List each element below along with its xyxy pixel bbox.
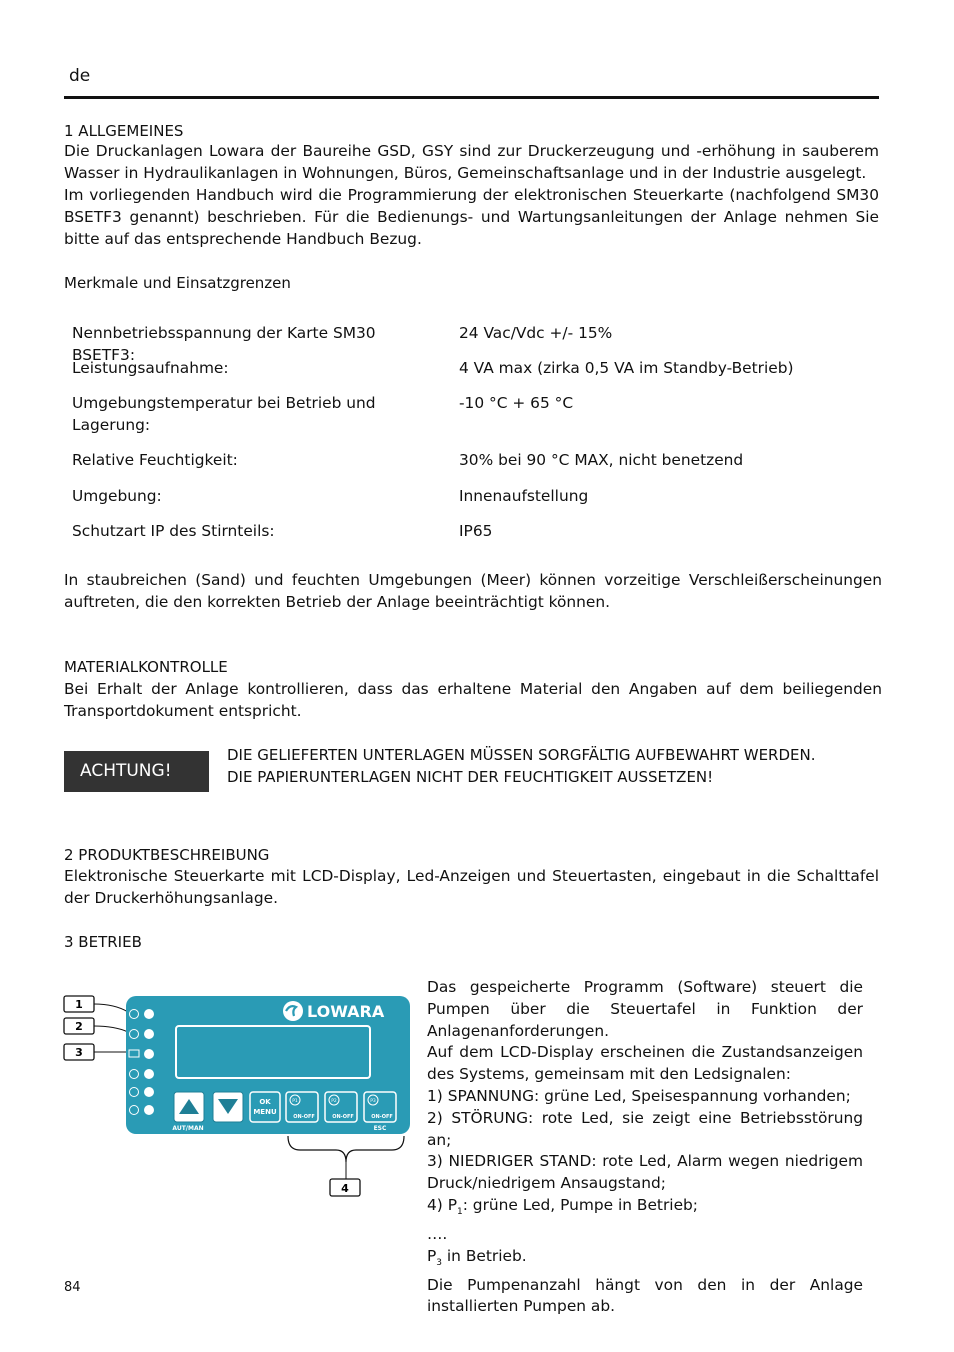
callout-1-label: 1 [75, 998, 83, 1011]
esc-label: ESC [373, 1125, 387, 1132]
lowara-logo [283, 1001, 385, 1021]
language-code: de [69, 66, 91, 86]
item-4-prefix: 4) P [427, 1195, 457, 1214]
spec-value: 30% bei 90 °C MAX, nicht benetzend [459, 451, 744, 469]
warning-text [227, 744, 815, 788]
spec-value: 24 Vac/Vdc +/- 15% [459, 324, 613, 342]
pump-buttons-brace [288, 1136, 404, 1162]
p3-suffix: in Betrieb. [442, 1246, 527, 1265]
operation-item-p3 [427, 1246, 863, 1275]
pump-2-icon-label: P2 [331, 1099, 337, 1104]
operation-text-1: Das gespeicherte Programm (Software) steuert die Pumpen über die Steuertafel in Funktion der Anlagenanforderungen. [427, 978, 863, 1040]
operation-description [427, 977, 863, 1318]
menu-label: MENU [253, 1108, 277, 1116]
autman-label: AUT/MAN [172, 1125, 204, 1132]
spec-label: Relative Feuchtigkeit: [72, 451, 238, 469]
p3-prefix: P [427, 1246, 437, 1265]
spec-label: Schutzart IP des Stirnteils: [72, 522, 275, 540]
callout-1 [64, 996, 128, 1012]
operation-item-3: 3) NIEDRIGER STAND: rote Led, Alarm wegen niedrigem Druck/niedrigem Ansaugstand; [427, 1152, 863, 1193]
item-4-suffix: : grüne Led, Pumpe in Betrieb; [462, 1195, 698, 1214]
operation-item-2: 2) STÖRUNG: rote Led, sie zeigt eine Betriebsstörung an; [427, 1108, 863, 1149]
lcd-display [176, 1026, 370, 1078]
operation-text-2: Auf dem LCD-Display erscheinen die Zustandsanzeigen des Systems, gemeinsam mit den Ledsignalen: [427, 1043, 863, 1084]
spec-label: Nennbetriebsspannung der Karte SM30 BSETF3: [72, 324, 376, 364]
header-rule [64, 96, 879, 99]
spec-value: Innenaufstellung [459, 487, 589, 505]
operation-text-final: Die Pumpenanzahl hängt von den in der Anlage installierten Pumpen ab. [427, 1275, 863, 1316]
onoff-label: ON-OFF [293, 1114, 315, 1120]
pump-3-onoff-button[interactable] [364, 1092, 396, 1122]
operation-item-4 [427, 1195, 863, 1224]
pump-3-icon-label: P3 [370, 1099, 376, 1104]
spec-value: IP65 [459, 522, 493, 540]
warning-line-2: DIE PAPIERUNTERLAGEN NICHT DER FEUCHTIGKEIT AUSSETZEN! [227, 768, 714, 786]
material-heading: MATERIALKONTROLLE [64, 658, 228, 676]
spec-value: -10 °C + 65 °C [459, 394, 574, 412]
pump-1-icon-label: P1 [292, 1099, 298, 1104]
brand-name: LOWARA [307, 1002, 385, 1021]
pump-2-onoff-button[interactable] [325, 1092, 357, 1122]
spec-label: Umgebung: [72, 487, 162, 505]
callout-4 [330, 1162, 360, 1196]
callout-2 [64, 1018, 128, 1034]
section-2-text: Elektronische Steuerkarte mit LCD-Display, Led-Anzeigen und Steuertasten, eingebaut in die Schalttafel der Druckerhöhungsanlage. [64, 867, 879, 907]
onoff-label: ON-OFF [332, 1114, 354, 1120]
operation-ellipsis: …. [427, 1224, 448, 1243]
callout-2-label: 2 [75, 1020, 83, 1033]
pump-1-onoff-button[interactable] [286, 1092, 318, 1122]
spec-note: In staubreichen (Sand) und feuchten Umgebungen (Meer) können vorzeitige Verschleißerscheinungen auftreten, die den korrekten Betrieb der Anlage beeinträchtigt können. [64, 571, 882, 611]
callout-4-label: 4 [341, 1182, 349, 1195]
warning-label: ACHTUNG! [64, 751, 209, 792]
section-3-heading: 3 BETRIEB [64, 933, 142, 951]
page-number: 84 [64, 1280, 81, 1295]
item-4-subscript: 1 [456, 1207, 463, 1218]
section-1-heading: 1 ALLGEMEINES [64, 122, 184, 140]
onoff-label: ON-OFF [371, 1114, 393, 1120]
spec-label: Umgebungstemperatur bei Betrieb und Lagerung: [72, 394, 376, 434]
up-button[interactable] [174, 1092, 204, 1122]
spec-label: Leistungsaufnahme: [72, 359, 229, 377]
section-2-heading: 2 PRODUKTBESCHREIBUNG [64, 846, 270, 864]
operation-item-1: 1) SPANNUNG: grüne Led, Speisespannung vorhanden; [427, 1086, 851, 1105]
callout-3 [64, 1044, 128, 1060]
spec-value: 4 VA max (zirka 0,5 VA im Standby-Betrieb) [459, 359, 794, 377]
p3-subscript: 3 [436, 1257, 443, 1268]
material-text: Bei Erhalt der Anlage kontrollieren, dass das erhaltene Material den Angaben auf dem beiliegenden Transportdokument entspricht. [64, 680, 882, 720]
down-button[interactable] [213, 1092, 243, 1122]
callout-3-label: 3 [75, 1046, 83, 1059]
section-1-paragraph-1: Die Druckanlagen Lowara der Baureihe GSD, GSY sind zur Druckerzeugung und -erhöhung in sauberem Wasser in Hydraulikanlagen in Wohnungen, Büros, Gemeinschaftsanlage und in der Industrie ausgelegt. [64, 142, 879, 182]
ok-label: OK [259, 1098, 271, 1106]
spec-heading: Merkmale und Einsatzgrenzen [64, 274, 291, 292]
ok-menu-button[interactable] [250, 1092, 280, 1122]
control-panel-illustration [60, 990, 420, 1205]
warning-line-1: DIE GELIEFERTEN UNTERLAGEN MÜSSEN SORGFÄLTIG AUFBEWAHRT WERDEN. [227, 746, 816, 764]
section-1-paragraph-2: Im vorliegenden Handbuch wird die Programmierung der elektronischen Steuerkarte (nachfolgend SM30 BSETF3 genannt) beschrieben. Für die Bedienungs- und Wartungsanleitungen der Anlage nehmen Sie bitte auf das entsprechende Handbuch Bezug. [64, 186, 879, 248]
